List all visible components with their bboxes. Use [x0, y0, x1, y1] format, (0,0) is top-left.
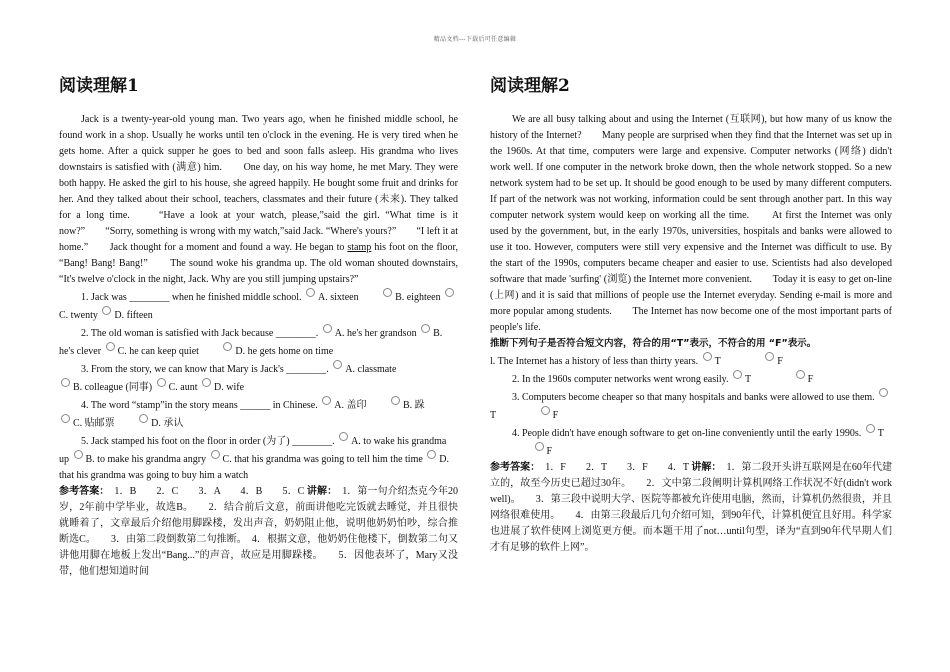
option-label: B. to make his grandma angry: [85, 454, 207, 465]
question-5: [59, 432, 458, 484]
option-label: C. aunt: [168, 382, 198, 393]
section-title-2: 阅读理解2: [490, 76, 570, 96]
answer-explanation-2: [490, 460, 892, 556]
option-label: D. fifteen: [114, 310, 153, 321]
radio-true[interactable]: [703, 352, 712, 361]
false-label: F: [546, 446, 553, 457]
option-label: C. twenty: [59, 310, 98, 321]
explanation-text: 1．第一句介绍杰克今年20岁，2年前中学毕业，故选B。 2．结合前后文意，前面讲他吃完饭就去睡觉，并且很快就睡着了，文章最后介绍他用脚跺楼，发出声音，奶奶阻止他，说明他奶奶怕吵，综合推断选C。 3．由第二段倒数第二句推断。 4．根据文意，他奶奶住他楼下，倒数第二句又讲他用脚在地板上发出“Bang...”的声音，故应是用脚跺楼。 5．因他表坏了，Mary又没带，他们想知道时间: [59, 486, 458, 577]
radio-option-a[interactable]: [322, 396, 331, 405]
statement-2: [490, 370, 892, 388]
option-label: A. classmate: [345, 364, 397, 375]
question-stem: 5. Jack stamped his foot on the floor in order (为了) ________.: [81, 436, 335, 447]
radio-option-b[interactable]: [391, 396, 400, 405]
radio-option-c[interactable]: [445, 288, 454, 297]
question-stem: 2. The old woman is satisfied with Jack because ________.: [81, 328, 319, 339]
question-4: [59, 396, 458, 432]
true-label: T: [490, 410, 497, 421]
instruction: 推断下列句子是否符合短文内容，符合的用“T”表示，不符合的用 “F”表示。: [490, 338, 817, 349]
radio-option-c[interactable]: [211, 450, 220, 459]
radio-option-b[interactable]: [383, 288, 392, 297]
option-label: A. he's her grandson: [334, 328, 417, 339]
option-label: D. he gets home on time: [235, 346, 334, 357]
option-label: B. he's clever: [59, 328, 443, 357]
false-label: F: [807, 374, 814, 385]
reading-section-1: [59, 74, 458, 580]
radio-option-b[interactable]: [74, 450, 83, 459]
option-label: B. eighteen: [395, 292, 441, 303]
radio-true[interactable]: [866, 424, 875, 433]
radio-option-a[interactable]: [306, 288, 315, 297]
option-label: A. 盖印: [334, 400, 367, 411]
radio-option-a[interactable]: [339, 432, 348, 441]
statement-4: [490, 424, 892, 460]
radio-option-c[interactable]: [106, 342, 115, 351]
statement-text: l. The Internet has a history of less than thirty years.: [490, 356, 699, 367]
passage-1: [59, 112, 458, 288]
option-label: A. sixteen: [318, 292, 359, 303]
radio-false[interactable]: [541, 406, 550, 415]
radio-option-a[interactable]: [333, 360, 342, 369]
reading-section-2: [490, 74, 892, 556]
radio-option-d[interactable]: [223, 342, 232, 351]
option-label: C. he can keep quiet: [117, 346, 199, 357]
radio-false[interactable]: [765, 352, 774, 361]
statement-text: 3. Computers become cheaper so that many hospitals and banks were allowed to use them.: [512, 392, 875, 403]
explain-label: 讲解：: [691, 462, 717, 473]
option-label: B. colleague (同事): [73, 382, 153, 393]
passage-2: We are all busy talking about and using the Internet (互联网), but how many of us know the history of the Internet? Many people are surprised when they find that the Internet was set up in the 1960s. At that time, computers were large and expensive. Computer networks (网络) didn't work well. If one computer in the network broke down, then the whole network stopped. So a new network system had to be set up. It should be good enough to be used by many different computers. If part of the network was not working, information could be sent through another part. In this way computer network system would keep on working all the time. At first the Internet was only used by the government, but, in the early 1970s, universities, hospitals and banks were allowed to use it too. However, computers were still very expensive and the Internet was difficult to use. By the start of the 1990s, computers became cheaper and easier to use. Scientists had also developed software that made 'surfing' (浏览) the Internet more convenient. Today it is easy to get on-line (上网) and it is said that millions of people use the Internet everyday. Sending e-mail is more and more popular among students. The Internet has now become one of the most important parts of people's life.: [490, 114, 892, 333]
radio-false[interactable]: [535, 442, 544, 451]
radio-option-d[interactable]: [202, 378, 211, 387]
option-label: D. that his grandma was going to buy him a watch: [59, 454, 450, 481]
option-label: A. to wake his grandma up: [59, 436, 447, 465]
section-title-1: 阅读理解1: [59, 76, 139, 96]
radio-true[interactable]: [879, 388, 888, 397]
option-label: C. that his grandma was going to tell him the time: [222, 454, 423, 465]
radio-option-d[interactable]: [139, 414, 148, 423]
option-label: B. 跺: [402, 400, 425, 411]
question-stem: 1. Jack was ________ when he finished middle school.: [81, 292, 302, 303]
option-label: D. wife: [214, 382, 245, 393]
radio-option-c[interactable]: [157, 378, 166, 387]
true-label: T: [745, 374, 752, 385]
radio-false[interactable]: [796, 370, 805, 379]
radio-option-d[interactable]: [102, 306, 111, 315]
explain-label: 讲解：: [306, 486, 333, 497]
radio-true[interactable]: [733, 370, 742, 379]
false-label: F: [777, 356, 783, 367]
header-note: 精品文档---下载后可任意编辑: [433, 37, 517, 43]
question-stem: 4. The word “stamp”in the story means ______ in Chinese.: [81, 400, 318, 411]
explanation-text: 1．第二段开头讲互联网是在60年代建立的，故至今历史已超过30年。 2．文中第二段阐明计算机网络工作状况不好(didn't work well)。 3．第三段中说明大学、医院等都被允许使用电脑，然而，计算机仍然很贵，并且网络很难使用。 4．由第三段最后几句介绍可知，到90年代，计算机便宜且好用。科学家也进展了软件使网上浏览更方便。而本题干用了not…until句型，译为“直到90年代早期人们才有足够的软件上网”。: [490, 462, 893, 553]
answer-keys: 1．B 2．C 3．A 4．B 5．C: [104, 486, 307, 497]
statement-3: [490, 388, 892, 424]
passage-1-text-end: his foot on the floor, “Bang! Bang! Bang!” The sound woke his grandma up. The old woman shouted downstairs, “It's twelve o'clock in the night, Jack. Why are you still jumping upstairs?”: [59, 242, 458, 285]
true-label: T: [714, 356, 721, 367]
question-1: [59, 288, 458, 324]
option-label: D. 承认: [151, 418, 184, 429]
answer-label: 参考答案：: [490, 462, 536, 473]
radio-option-d[interactable]: [427, 450, 436, 459]
question-3: [59, 360, 458, 396]
radio-option-b[interactable]: [61, 378, 70, 387]
false-label: F: [552, 410, 559, 421]
underlined-word: stamp: [347, 242, 372, 253]
passage-1-text: Jack is a twenty-year-old young man. Two years ago, when he finished middle school, he found work in a shop. Usually he works until ten o'clock in the evening. He is very tired when he gets home. After a quick supper he goes to bed and soon falls asleep. His grandma who lives downstairs is satisfied with (满意) him. One day, on his way home, he met Mary. They were both happy. He asked the girl to his house, she agreed happily. He bought some fruit and drinks for her. And they talked about their school, teachers, classmates and their future (未来). They talked for a long time. “Have a look at your watch, please,”said the girl. “What time is it now?” “Sorry, something is wrong with my watch,”said Jack. “Where's yours?” “I left it at home.” Jack thought for a moment and found a way. He began to: [59, 114, 458, 253]
option-label: C. 贴邮票: [73, 418, 115, 429]
true-label: T: [877, 428, 884, 439]
question-stem: 3. From the story, we can know that Mary is Jack's ________.: [81, 364, 329, 375]
statement-text: 4. People didn't have enough software to get on-line conveniently until the early 1990s.: [512, 428, 862, 439]
answer-keys: 1．F 2．T 3．F 4．T: [535, 462, 692, 473]
radio-option-b[interactable]: [421, 324, 430, 333]
statement-1: [490, 352, 892, 370]
answer-explanation-1: [59, 484, 458, 580]
question-2: [59, 324, 458, 360]
radio-option-c[interactable]: [61, 414, 70, 423]
answer-label: 参考答案：: [59, 486, 105, 497]
radio-option-a[interactable]: [323, 324, 332, 333]
statement-text: 2. In the 1960s computer networks went wrong easily.: [512, 374, 729, 385]
